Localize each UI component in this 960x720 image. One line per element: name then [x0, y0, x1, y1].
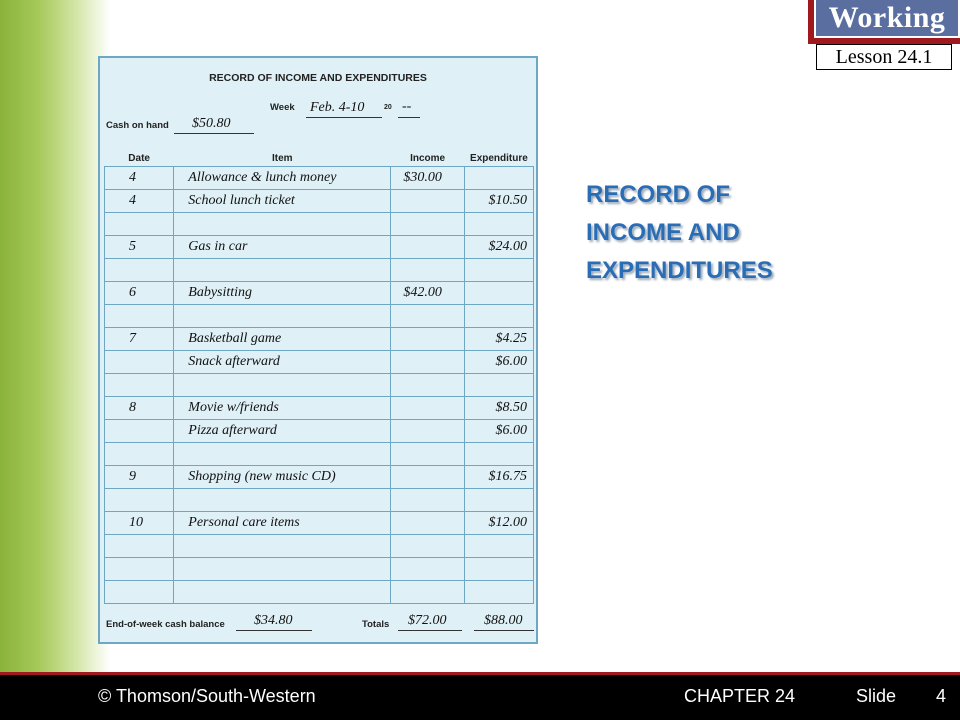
slide-number: 4 — [936, 686, 947, 706]
row-date: 5 — [105, 236, 174, 259]
row-item — [174, 259, 391, 282]
row-income — [391, 512, 465, 535]
row-income: $42.00 — [391, 282, 465, 305]
row-item: Basketball game — [174, 328, 391, 351]
cash-on-hand-value: $50.80 — [192, 116, 231, 131]
ledger-row — [105, 443, 534, 466]
ledger-row — [105, 397, 534, 420]
slide-heading — [586, 176, 866, 290]
row-income — [391, 443, 465, 466]
heading-line-3: EXPENDITURES — [586, 257, 773, 284]
week-value: Feb. 4-10 — [310, 100, 365, 115]
row-expenditure: $6.00 — [464, 420, 533, 443]
ledger-row — [105, 351, 534, 374]
row-date: 9 — [105, 466, 174, 489]
row-date: 4 — [105, 190, 174, 213]
row-income — [391, 489, 465, 512]
ledger-row — [105, 374, 534, 397]
slide-footer — [0, 675, 960, 720]
row-income — [391, 328, 465, 351]
column-header-expenditure: Expenditure — [470, 152, 528, 164]
row-item: School lunch ticket — [174, 190, 391, 213]
ledger-row — [105, 581, 534, 604]
row-income — [391, 305, 465, 328]
row-item — [174, 305, 391, 328]
row-expenditure: $12.00 — [464, 512, 533, 535]
row-date — [105, 351, 174, 374]
row-expenditure — [464, 489, 533, 512]
row-item: Movie w/friends — [174, 397, 391, 420]
row-date — [105, 374, 174, 397]
row-item — [174, 374, 391, 397]
ledger-row — [105, 305, 534, 328]
row-date — [105, 259, 174, 282]
row-item — [174, 535, 391, 558]
row-income: $30.00 — [391, 167, 465, 190]
ledger-table — [104, 150, 534, 604]
ledger-row — [105, 466, 534, 489]
row-income — [391, 397, 465, 420]
row-expenditure — [464, 374, 533, 397]
income-expenditure-form — [98, 56, 538, 644]
row-income — [391, 259, 465, 282]
row-expenditure — [464, 167, 533, 190]
row-item: Personal care items — [174, 512, 391, 535]
ledger-row — [105, 489, 534, 512]
form-title: RECORD OF INCOME AND EXPENDITURES — [209, 72, 427, 84]
row-item — [174, 443, 391, 466]
row-item — [174, 489, 391, 512]
row-expenditure — [464, 581, 533, 604]
ledger-row — [105, 535, 534, 558]
row-expenditure: $6.00 — [464, 351, 533, 374]
row-item: Shopping (new music CD) — [174, 466, 391, 489]
totals-label: Totals — [362, 619, 390, 630]
row-item: Snack afterward — [174, 351, 391, 374]
row-item: Gas in car — [174, 236, 391, 259]
row-expenditure: $16.75 — [464, 466, 533, 489]
week-label: Week — [270, 102, 295, 113]
row-expenditure: $10.50 — [464, 190, 533, 213]
column-header-income: Income — [410, 152, 446, 164]
row-expenditure — [464, 558, 533, 581]
year-value: -- — [402, 99, 412, 114]
row-expenditure — [464, 305, 533, 328]
row-income — [391, 374, 465, 397]
row-date — [105, 581, 174, 604]
row-date — [105, 443, 174, 466]
row-income — [391, 420, 465, 443]
left-decorative-gradient — [0, 0, 110, 672]
ledger-row — [105, 190, 534, 213]
column-header-item: Item — [272, 152, 293, 164]
row-expenditure — [464, 259, 533, 282]
end-balance-value: $34.80 — [254, 613, 293, 628]
row-item: Babysitting — [174, 282, 391, 305]
row-expenditure: $8.50 — [464, 397, 533, 420]
row-date — [105, 305, 174, 328]
row-date: 4 — [105, 167, 174, 190]
row-date — [105, 489, 174, 512]
ledger-row — [105, 282, 534, 305]
ledger-rows — [105, 167, 534, 604]
row-item — [174, 581, 391, 604]
row-item: Pizza afterward — [174, 420, 391, 443]
row-income — [391, 213, 465, 236]
row-income — [391, 351, 465, 374]
total-income-value: $72.00 — [408, 613, 447, 628]
ledger-row — [105, 512, 534, 535]
row-income — [391, 190, 465, 213]
row-date: 8 — [105, 397, 174, 420]
year-prefix: 20 — [384, 104, 392, 111]
heading-line-1: RECORD OF — [586, 181, 730, 208]
row-expenditure: $4.25 — [464, 328, 533, 351]
ledger-row — [105, 259, 534, 282]
row-income — [391, 558, 465, 581]
ledger-header-row — [105, 150, 534, 167]
ledger-row — [105, 236, 534, 259]
row-expenditure — [464, 213, 533, 236]
ledger-row — [105, 420, 534, 443]
row-date — [105, 558, 174, 581]
row-item — [174, 558, 391, 581]
lesson-label: Lesson 24.1 — [816, 44, 952, 70]
row-date — [105, 213, 174, 236]
working-logo — [808, 0, 960, 44]
row-income — [391, 236, 465, 259]
heading-line-2: INCOME AND — [586, 219, 740, 246]
ledger-row — [105, 558, 534, 581]
ledger-row — [105, 213, 534, 236]
row-date — [105, 420, 174, 443]
row-income — [391, 466, 465, 489]
row-expenditure — [464, 443, 533, 466]
row-date — [105, 535, 174, 558]
row-income — [391, 581, 465, 604]
row-expenditure — [464, 535, 533, 558]
chapter-label: CHAPTER 24 — [684, 686, 796, 706]
logo-text: Working — [828, 1, 946, 34]
ledger-row — [105, 167, 534, 190]
row-income — [391, 535, 465, 558]
row-item — [174, 213, 391, 236]
column-header-date: Date — [128, 152, 150, 164]
row-date: 6 — [105, 282, 174, 305]
end-balance-label: End-of-week cash balance — [106, 619, 225, 630]
cash-on-hand-label: Cash on hand — [106, 120, 169, 131]
row-date: 7 — [105, 328, 174, 351]
copyright-text: © Thomson/South-Western — [98, 686, 316, 706]
row-date: 10 — [105, 512, 174, 535]
ledger-row — [105, 328, 534, 351]
row-item: Allowance & lunch money — [174, 167, 391, 190]
total-expenditure-value: $88.00 — [484, 613, 523, 628]
slide-label: Slide — [856, 686, 897, 706]
row-expenditure: $24.00 — [464, 236, 533, 259]
row-expenditure — [464, 282, 533, 305]
